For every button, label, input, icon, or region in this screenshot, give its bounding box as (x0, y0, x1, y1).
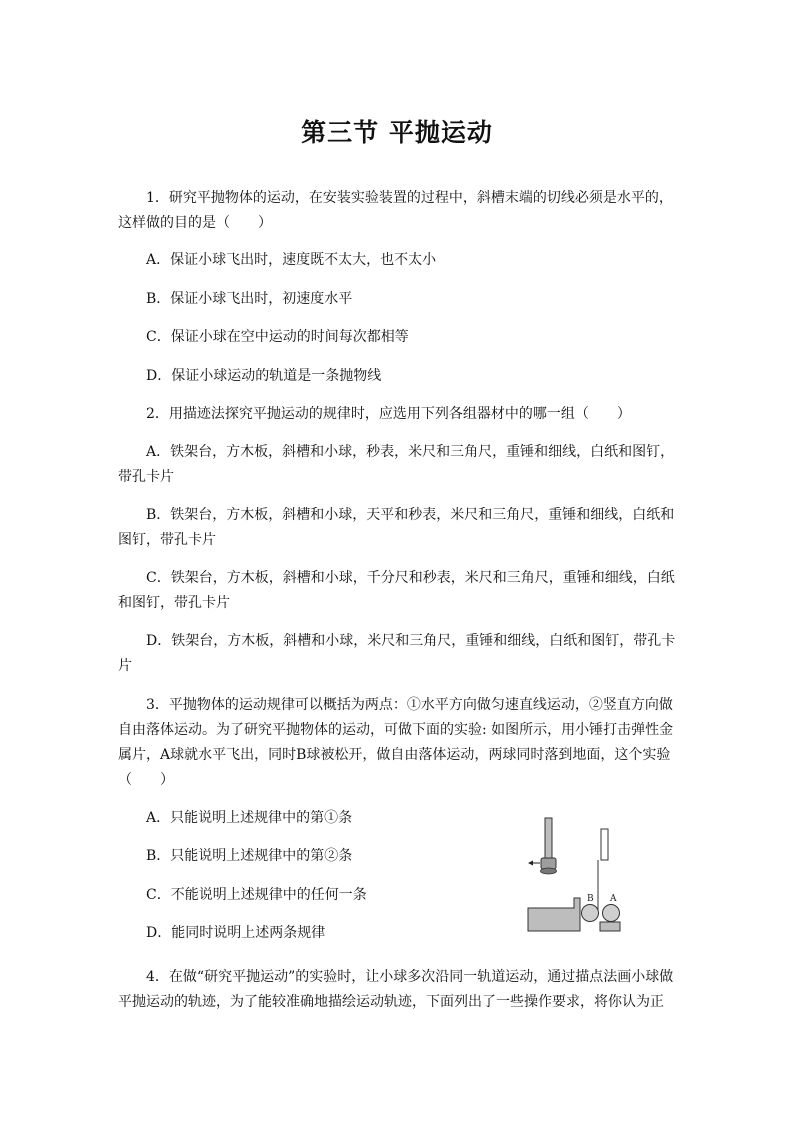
question-2-stem-text: 2．用描迹法探究平抛运动的规律时，应选用下列各组器材中的哪一组（ ） (146, 406, 631, 422)
question-3-option-d: D．能同时说明上述两条规律 (146, 925, 326, 941)
hammer-base (541, 868, 557, 874)
question-1-option-b: B．保证小球飞出时，初速度水平 (146, 291, 353, 307)
ball-a-support (600, 922, 620, 931)
question-2-option-b (118, 503, 684, 553)
ball-b (582, 905, 599, 922)
question-1-stem-text: 1．研究平抛物体的运动，在安装实验装置的过程中，斜槽末端的切线必须是水平的，这样做的目的是（ ） (118, 190, 673, 231)
question-2-option-b-text: B．铁架台，方木板，斜槽和小球，天平和秒表，米尺和三角尺，重锤和细线，白纸和图钉，带孔卡片 (118, 507, 675, 548)
question-3-option-c: C．不能说明上述规律中的任何一条 (146, 887, 367, 903)
upright-plate (601, 829, 608, 860)
question-3-option-a: A．只能说明上述规律中的第①条 (146, 810, 353, 826)
section-title: 第三节 平抛运动 (301, 118, 493, 147)
hammer-handle (545, 818, 552, 860)
strike-arrow-head (528, 861, 533, 866)
question-2-option-c (118, 566, 684, 616)
question-2-option-d (118, 629, 684, 679)
question-1-option-a: A．保证小球飞出时，速度既不太大，也不太小 (146, 252, 437, 268)
ball-b-label: B (587, 894, 594, 904)
question-3-stem-text: 3．平抛物体的运动规律可以概括为两点：①水平方向做匀速直线运动，②竖直方向做自由落体运动。为了研究平抛物体的运动，可做下面的实验: 如图所示，用小锤打击弹性金属片，A球就水平飞出，同时B球被松开，做自由落体运动，两球同时落到地面，这个实验（ ） (118, 697, 674, 788)
question-2-option-c-text: C．铁架台，方木板，斜槽和小球，千分尺和秒表，米尺和三角尺，重锤和细线，白纸和图钉，带孔卡片 (118, 570, 675, 611)
question-3-option-b: B．只能说明上述规律中的第②条 (146, 848, 353, 864)
question-1-option-d: D．保证小球运动的轨道是一条抛物线 (146, 368, 382, 384)
experiment-figure (522, 813, 632, 938)
question-2-stem (118, 402, 684, 427)
experiment-diagram (522, 813, 632, 938)
ball-a (603, 905, 620, 922)
question-2-option-a-text: A．铁架台，方木板，斜槽和小球，秒表，米尺和三角尺，重锤和细线，白纸和图钉，带孔卡片 (118, 444, 675, 485)
question-4-stem-text: 4．在做“研究平抛运动”的实验时，让小球多次沿同一轨道运动，通过描点法画小球做平抛运动的轨迹，为了能较准确地描绘运动轨迹，下面列出了一些操作要求，将你认为正 (118, 969, 674, 1010)
question-1-stem (118, 186, 684, 236)
question-2-option-d-text: D．铁架台，方木板，斜槽和小球，米尺和三角尺，重锤和细线，白纸和图钉，带孔卡片 (118, 633, 676, 674)
question-2-option-a (118, 440, 684, 490)
question-1-option-c: C．保证小球在空中运动的时间每次都相等 (146, 329, 409, 345)
ball-a-label: A (610, 894, 617, 904)
question-3-stem (118, 693, 684, 793)
stand-base (528, 898, 580, 931)
question-4-stem (118, 965, 684, 1015)
hammer-head (541, 858, 556, 869)
